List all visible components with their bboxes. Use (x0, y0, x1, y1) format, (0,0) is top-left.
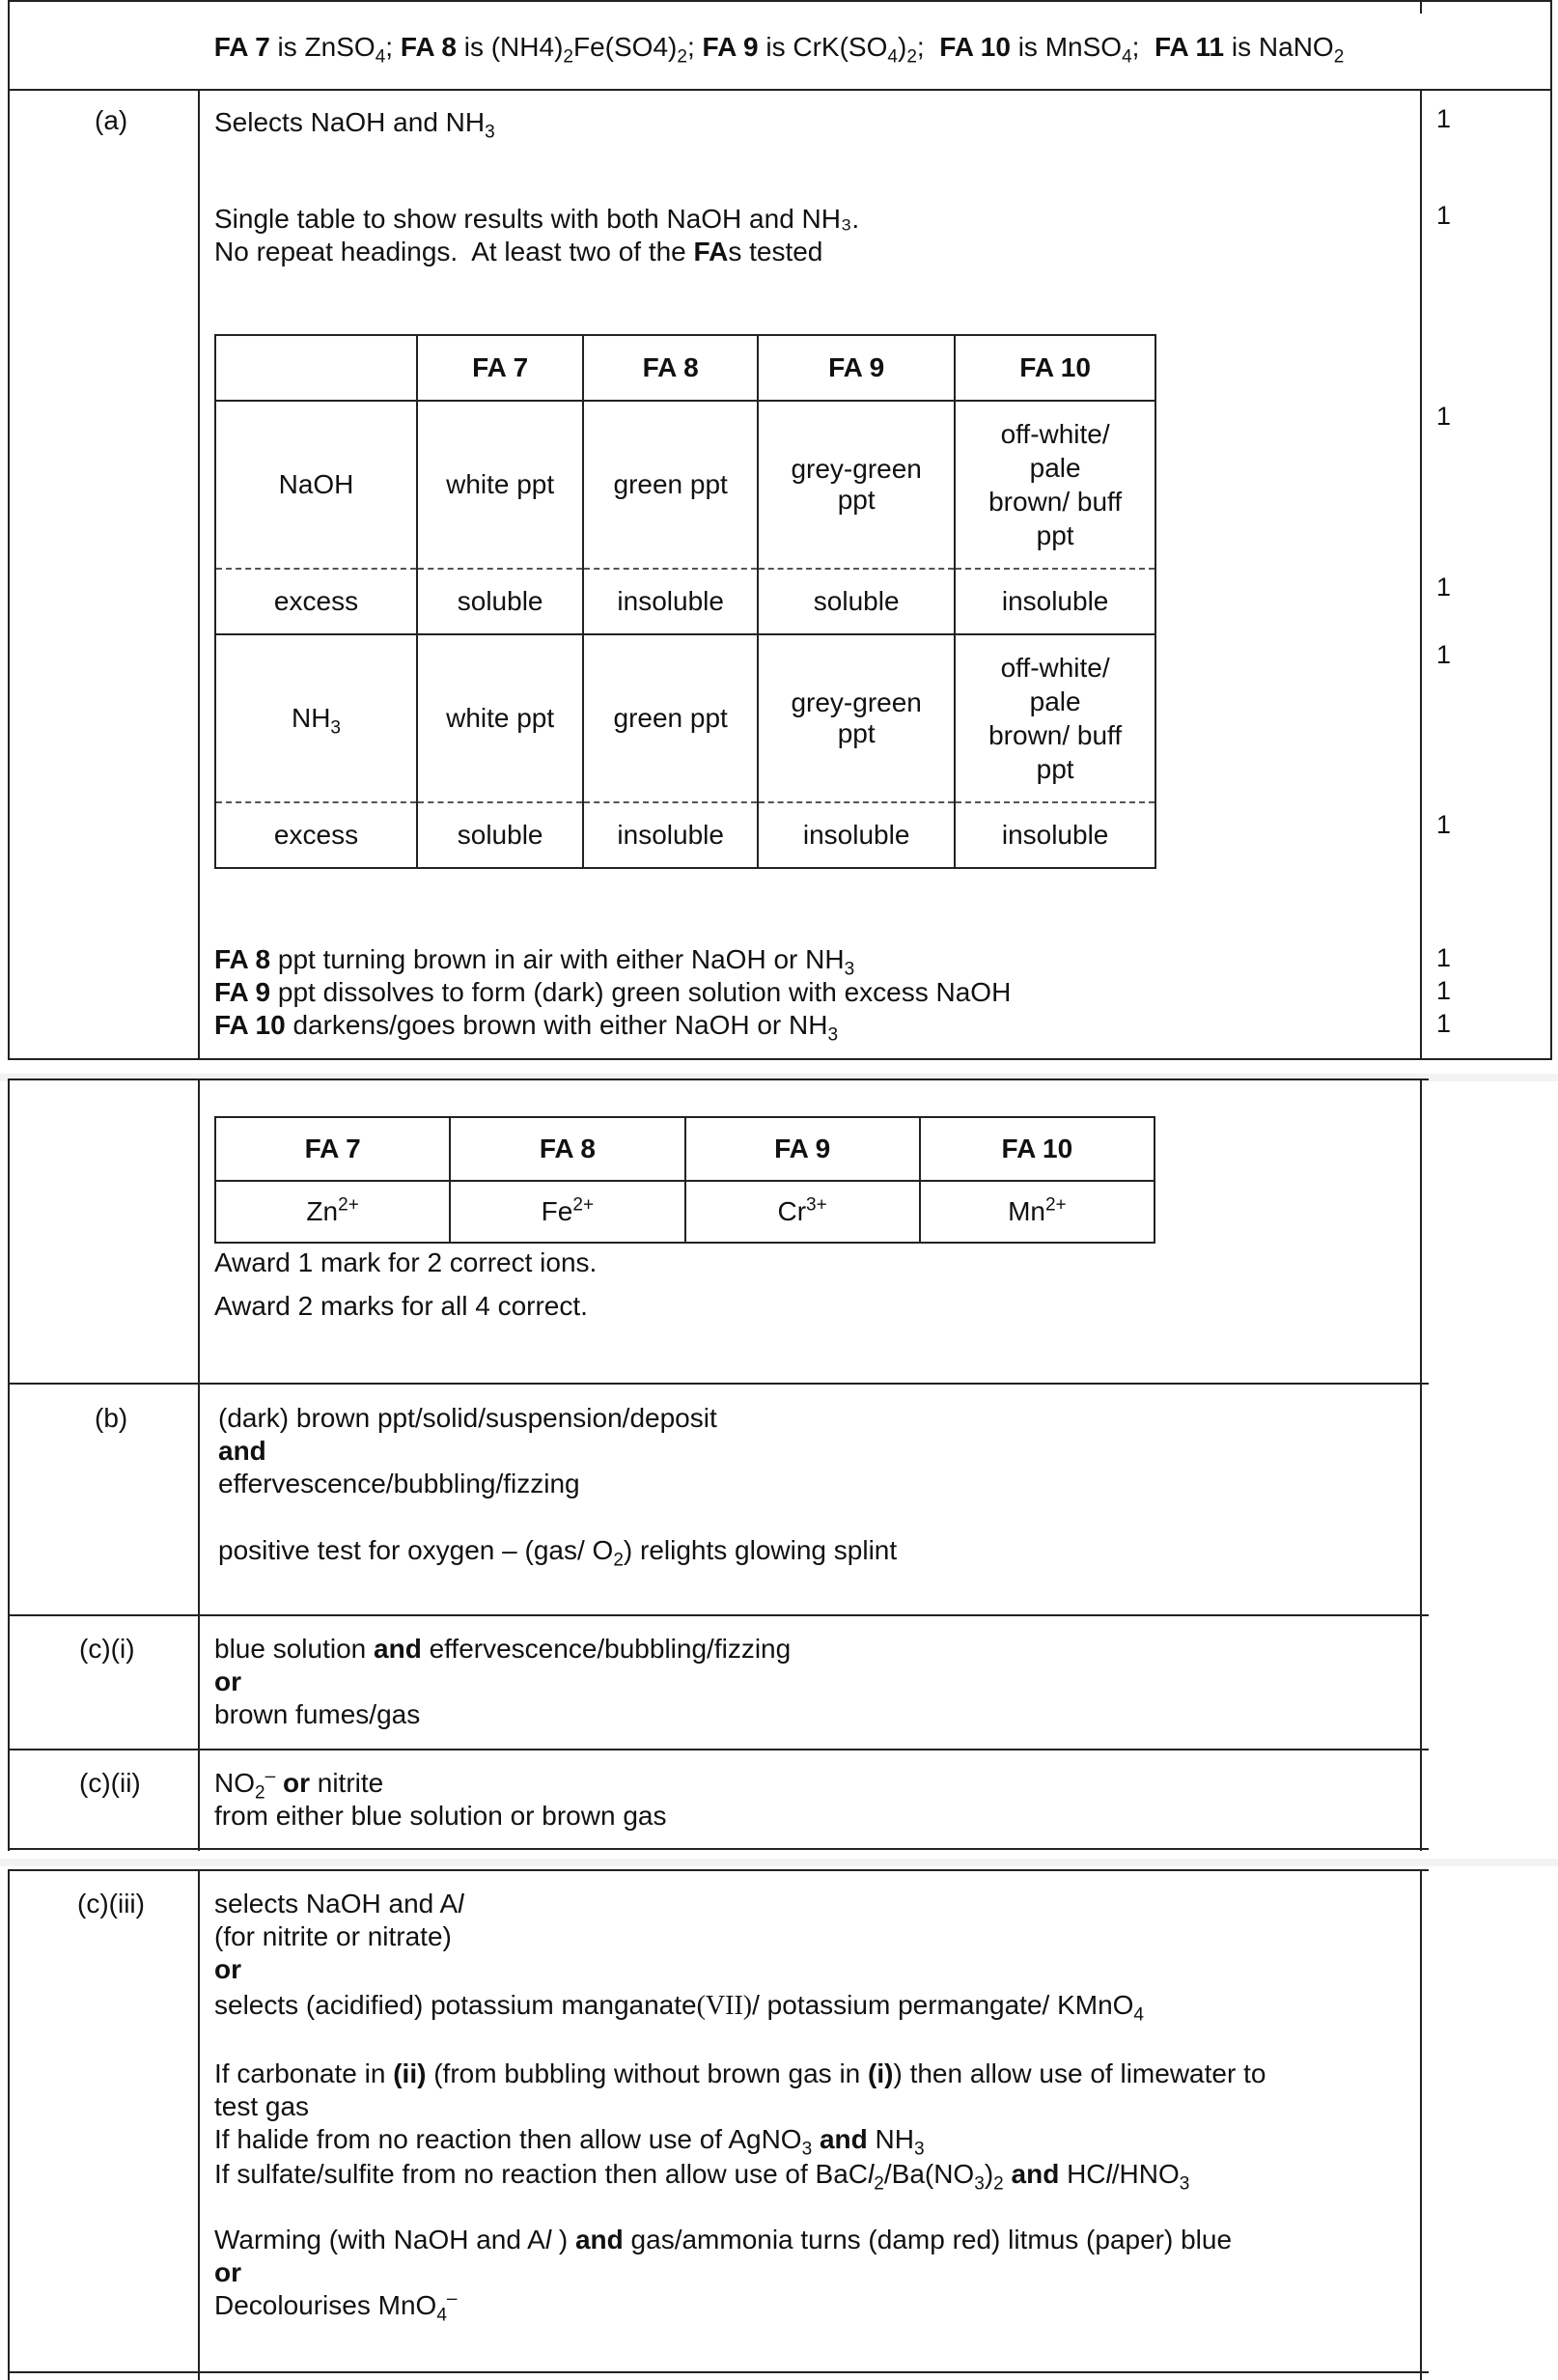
results-cell: grey-green ppt (758, 401, 955, 569)
ion-value: $Cr^{3+}$ (685, 1181, 920, 1243)
results-table (214, 334, 1156, 869)
results-cell: off-white/ pale brown/ buff ppt (955, 401, 1155, 569)
part-b-label: (b) (95, 1403, 128, 1433)
part-b-line3: effervescence/bubbling/fizzing (218, 1469, 580, 1498)
ions-award-1: Award 1 mark for 2 correct ions. (214, 1247, 598, 1277)
row-mark-nh3-excess: 1 (1436, 810, 1452, 839)
part-ciii-line6: test gas (214, 2091, 310, 2121)
part-ciii-label: (c)(iii) (77, 1889, 145, 1918)
results-header-fa9: FA 9 (758, 335, 955, 401)
obs-line-fa9: FA 9 ppt dissolves to form (dark) green solution with excess NaOH (214, 977, 1012, 1007)
part-cii-line2: from either blue solution or brown gas (214, 1801, 667, 1831)
ions-award-2: Award 2 marks for all 4 correct. (214, 1291, 588, 1321)
results-cell: insoluble (758, 802, 955, 868)
results-cell: off-white/ pale brown/ buff ppt (955, 634, 1155, 802)
results-cell: white ppt (417, 401, 583, 569)
ion-value: $Fe^{2+}$ (450, 1181, 684, 1243)
part-ciii-line9: Warming (with NaOH and Al ) and gas/ammonia turns (damp red) litmus (paper) blue (214, 2225, 1233, 2254)
obs-mark-fa10: 1 (1436, 1009, 1452, 1038)
results-header-fa7: FA 7 (417, 335, 583, 401)
part-ci-line3: brown fumes/gas (214, 1699, 421, 1729)
results-cell: insoluble (583, 802, 758, 868)
results-cell: green ppt (583, 634, 758, 802)
part-b-line4: positive test for oxygen – (gas/ $O_2$) relights glowing splint (218, 1535, 898, 1571)
obs-line-fa10: FA 10 darkens/goes brown with either NaOH or $NH_3$ (214, 1010, 839, 1046)
ions-table (214, 1116, 1155, 1244)
results-reagent-nh3: $NH_3$ (215, 634, 417, 802)
part-ci-line2: or (214, 1666, 241, 1696)
results-reagent-excess: excess (215, 802, 417, 868)
header-line: FA 7 is ZnSO$_4$; FA 8 is $(NH4)_2Fe(SO4)_2$; FA 9 is $CrK(SO_4)_2$; FA 10 is MnSO$_4$; FA 11 is NaNO$_2$ (213, 32, 1345, 68)
part-ciii-line1: selects NaOH and Al (214, 1889, 464, 1918)
results-cell: soluble (417, 569, 583, 634)
page-gap (0, 1859, 1558, 1866)
ion-value: $Mn^{2+}$ (920, 1181, 1155, 1243)
part-ciii-line10: or (214, 2257, 241, 2287)
part-ci-label: (c)(i) (79, 1634, 135, 1664)
results-cell: insoluble (955, 569, 1155, 634)
results-cell: grey-green ppt (758, 634, 955, 802)
part-cii-label: (c)(ii) (79, 1768, 141, 1798)
part-ciii-line4: selects (acidified) potassium manganate(VII)/ potassium permangate/ KMnO$_4$ (214, 1990, 1145, 2026)
obs-mark-fa9: 1 (1436, 976, 1452, 1005)
ions-header-fa7: FA 7 (215, 1117, 450, 1181)
part-ciii-line5: If carbonate in (ii) (from bubbling without brown gas in (i)) then allow use of limewater to (214, 2058, 1266, 2088)
part-a-line2b: No repeat headings. At least two of the FAs tested (214, 237, 823, 266)
results-reagent-naoh: NaOH (215, 401, 417, 569)
obs-line-fa8: FA 8 ppt turning brown in air with either NaOH or $NH_3$ (214, 944, 855, 980)
part-b-line1: (dark) brown ppt/solid/suspension/deposit (218, 1403, 717, 1433)
obs-mark-fa8: 1 (1436, 943, 1452, 972)
results-reagent-excess: excess (215, 569, 417, 634)
part-b-line2: and (218, 1436, 266, 1466)
row-mark-nh3: 1 (1436, 640, 1452, 669)
part-a-line2a: Single table to show results with both NaOH and NH₃. (214, 204, 860, 234)
part-a-line1: Selects NaOH and $NH_3$ (214, 107, 495, 143)
row-mark-naoh-excess: 1 (1436, 573, 1452, 602)
ions-header-fa10: FA 10 (920, 1117, 1155, 1181)
results-cell: soluble (758, 569, 955, 634)
part-ciii-line8: If sulfate/sulfite from no reaction then allow use of $BaCl_2/Ba(NO_3)_2$ and HCl/$HNO_3$ (214, 2159, 1190, 2195)
results-corner-cell (215, 335, 417, 401)
results-cell: white ppt (417, 634, 583, 802)
part-a-label: (a) (95, 105, 128, 135)
part-ciii-line7: If halide from no reaction then allow use of AgNO$_3$ and $NH_3$ (214, 2124, 925, 2160)
part-a-line1-mark: 1 (1436, 104, 1452, 133)
results-cell: insoluble (583, 569, 758, 634)
results-cell: green ppt (583, 401, 758, 569)
ions-header-fa9: FA 9 (685, 1117, 920, 1181)
ions-header-fa8: FA 8 (450, 1117, 684, 1181)
part-a-line2-mark: 1 (1436, 201, 1452, 230)
results-header-fa10: FA 10 (955, 335, 1155, 401)
row-mark-naoh: 1 (1436, 402, 1452, 431)
part-cii-line1: $NO_2^-$ or nitrite (214, 1766, 384, 1804)
part-ci-line1: blue solution and effervescence/bubbling/fizzing (214, 1634, 792, 1664)
results-header-fa8: FA 8 (583, 335, 758, 401)
part-ciii-line2: (for nitrite or nitrate) (214, 1921, 452, 1951)
part-ciii-line11: Decolourises MnO$_4$– (214, 2288, 458, 2326)
results-cell: insoluble (955, 802, 1155, 868)
ion-value: $Zn^{2+}$ (215, 1181, 450, 1243)
part-ciii-line3: or (214, 1954, 241, 1984)
results-cell: soluble (417, 802, 583, 868)
